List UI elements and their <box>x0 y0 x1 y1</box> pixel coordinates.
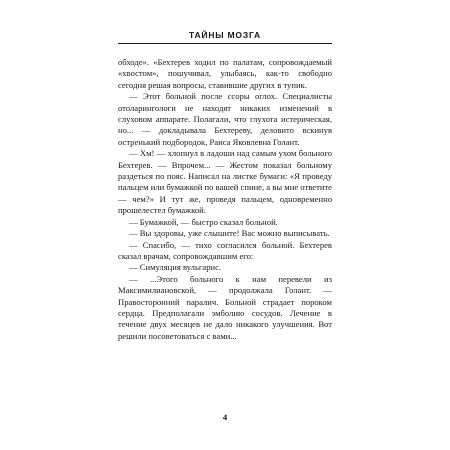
paragraph: — Этот больной после ссоры оглох. Специалисты отоларингологи не находят никаких изменений в слуховом аппарате. Полагали, что глухота истерическая, но... — докладывала Бехтереву, деловито вскинув остренький подбородок, Раиса Яковлевна Голант. <box>118 91 332 147</box>
header-rule <box>118 43 332 44</box>
paragraph: — ...Этого больного к нам перевели из Максимилиановской, — продолжала Голант. — Правосторонний паралич. Больной страдает пороком сердца. Предполагали эмболию сосудов. Лечение в течение двух месяцев не дало никакого улучшения. Вот решили посоветоваться с вами... <box>118 273 332 341</box>
paragraph: — Спасибо, — тихо согласился больной. Бехтерев сказал врачам, сопровождавшим его: <box>118 239 332 261</box>
paragraph: обходе». «Бехтерев ходил по палатам, сопровождаемый «хвостом», пошучивал, улыбаясь, как-то свободно сегодня решая вопросы, ставившие других в тупик. <box>118 57 332 90</box>
paragraph: — Хм! — хлопнул в ладоши над самым ухом больного Бехтерев. — Впрочем... — Жестом показал больному раздеться по пояс. Написал на листке бумаги: «Я проведу пальцем или бумажкой по вашей спине, а вы мне ответите — чем?» И тут же, проведя пальцем, одновременно прошелестел бумажкой. <box>118 148 332 216</box>
running-title: ТАЙНЫ МОЗГА <box>189 30 261 40</box>
page-number: 4 <box>222 412 228 422</box>
body-text <box>118 57 332 342</box>
paragraph: — Вы здоровы, уже слышите! Вас можно выписывать. <box>129 228 330 239</box>
paragraph: — Бумажкой, — быстро сказал больной. <box>129 216 278 227</box>
paragraph: — Симуляция вульгарис. <box>129 262 222 273</box>
